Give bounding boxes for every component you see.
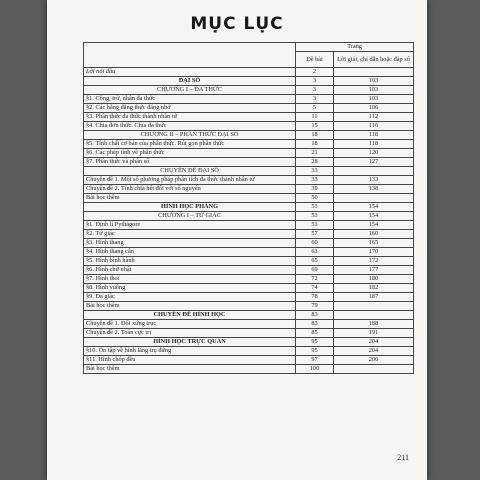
header-blank — [84, 43, 296, 68]
row-problem-page: 83 — [296, 311, 334, 320]
row-title: Lời nói đầu — [84, 68, 296, 77]
table-row — [84, 203, 414, 212]
table-row — [84, 320, 414, 329]
table-row — [84, 158, 414, 167]
row-solution-page: 204 — [334, 338, 414, 347]
row-problem-page: 28 — [296, 158, 334, 167]
table-row — [84, 248, 414, 257]
row-solution-page: 170 — [334, 248, 414, 257]
row-problem-page: 79 — [296, 302, 334, 311]
table-row — [84, 95, 414, 104]
row-problem-page: 60 — [296, 239, 334, 248]
table-row — [84, 338, 414, 347]
row-title: §10. Ôn tập về hình lăng trụ đứng — [84, 347, 296, 356]
row-title: §4. Chia đơn thức. Chia đa thức — [84, 122, 296, 131]
row-title: CHƯƠNG II – PHÂN THỨC ĐẠI SỐ — [84, 131, 296, 140]
row-title: §3. Hình thang — [84, 239, 296, 248]
row-solution-page — [334, 194, 414, 203]
row-solution-page: 172 — [334, 257, 414, 266]
table-row — [84, 311, 414, 320]
row-title: CHUYÊN ĐỀ ĐẠI SỐ — [84, 167, 296, 176]
page-title: MỤC LỤC — [190, 14, 284, 34]
row-solution-page — [334, 68, 414, 77]
row-solution-page: 116 — [334, 122, 414, 131]
table-row — [84, 77, 414, 86]
row-title: Chuyên đề 2. Toán cực trị — [84, 329, 296, 338]
row-title: §4. Hình thang cân — [84, 248, 296, 257]
row-title: HÌNH HỌC TRỰC QUAN — [84, 338, 296, 347]
row-problem-page: 83 — [296, 320, 334, 329]
row-title: CHƯƠNG I – TỨ GIÁC — [84, 212, 296, 221]
row-solution-page: 204 — [334, 347, 414, 356]
row-problem-page: 33 — [296, 176, 334, 185]
table-row — [84, 293, 414, 302]
row-title: Bài học thêm — [84, 302, 296, 311]
header-group: Trang — [296, 43, 414, 52]
table-row — [84, 140, 414, 149]
row-solution-page: 154 — [334, 221, 414, 230]
row-problem-page: 53 — [296, 203, 334, 212]
table-row — [84, 347, 414, 356]
row-solution-page: 106 — [334, 104, 414, 113]
row-title: §2. Các hằng đẳng thức đáng nhớ — [84, 104, 296, 113]
table-row — [84, 113, 414, 122]
row-solution-page — [334, 365, 414, 374]
table-row — [84, 131, 414, 140]
row-title: ĐẠI SỐ — [84, 77, 296, 86]
row-problem-page: 11 — [296, 113, 334, 122]
row-problem-page: 2 — [296, 68, 334, 77]
row-problem-page: 21 — [296, 149, 334, 158]
row-title: Chuyên đề 1. Một số phương pháp phân tích đa thức thành nhân tử — [84, 176, 296, 185]
page-number: 211 — [397, 453, 409, 462]
row-problem-page: 100 — [296, 365, 334, 374]
row-solution-page: 187 — [334, 293, 414, 302]
book-page — [47, 0, 427, 480]
row-problem-page: 50 — [296, 194, 334, 203]
row-solution-page: 112 — [334, 113, 414, 122]
table-row — [84, 122, 414, 131]
row-title: §6. Hình chữ nhật — [84, 266, 296, 275]
row-title: Bài học thêm — [84, 365, 296, 374]
row-problem-page: 3 — [296, 95, 334, 104]
row-solution-page: 160 — [334, 230, 414, 239]
row-title: §8. Hình vuông — [84, 284, 296, 293]
row-problem-page: 3 — [296, 77, 334, 86]
row-problem-page: 85 — [296, 329, 334, 338]
table-row — [84, 230, 414, 239]
row-solution-page: 182 — [334, 284, 414, 293]
row-title: §6. Các phép tính về phân thức — [84, 149, 296, 158]
row-problem-page: 57 — [296, 230, 334, 239]
row-solution-page — [334, 311, 414, 320]
row-solution-page: 191 — [334, 329, 414, 338]
table-row — [84, 356, 414, 365]
row-title: §2. Tứ giác — [84, 230, 296, 239]
row-title: §7. Phân thức và phân số — [84, 158, 296, 167]
row-problem-page: 39 — [296, 185, 334, 194]
row-problem-page: 3 — [296, 86, 334, 95]
table-row — [84, 284, 414, 293]
table-row — [84, 194, 414, 203]
row-solution-page: 138 — [334, 185, 414, 194]
row-problem-page: 33 — [296, 167, 334, 176]
table-row — [84, 221, 414, 230]
table-row — [84, 266, 414, 275]
row-solution-page: 133 — [334, 176, 414, 185]
row-solution-page: 177 — [334, 266, 414, 275]
table-row — [84, 167, 414, 176]
row-title: §11. Hình chóp đều — [84, 356, 296, 365]
row-title: CHUYÊN ĐỀ HÌNH HỌC — [84, 311, 296, 320]
row-problem-page: 95 — [296, 338, 334, 347]
row-title: Bài học thêm — [84, 194, 296, 203]
row-title: Chuyên đề 1. Đối xứng trục — [84, 320, 296, 329]
row-solution-page: 120 — [334, 149, 414, 158]
table-row — [84, 185, 414, 194]
row-solution-page — [334, 167, 414, 176]
row-solution-page: 103 — [334, 86, 414, 95]
header-problems: Đề bài — [296, 52, 334, 68]
row-solution-page: 127 — [334, 158, 414, 167]
row-solution-page: 154 — [334, 212, 414, 221]
row-problem-page: 74 — [296, 284, 334, 293]
row-problem-page: 72 — [296, 275, 334, 284]
table-row — [84, 86, 414, 95]
row-title: §7. Hình thoi — [84, 275, 296, 284]
table-row — [84, 257, 414, 266]
row-solution-page — [334, 302, 414, 311]
row-title: §3. Phân thức đa thức thành nhân tử — [84, 113, 296, 122]
row-solution-page: 165 — [334, 239, 414, 248]
table-row — [84, 104, 414, 113]
table-of-contents — [83, 42, 414, 374]
table-row — [84, 275, 414, 284]
table-row — [84, 239, 414, 248]
row-solution-page: 103 — [334, 77, 414, 86]
table-row — [84, 68, 414, 77]
row-problem-page: 69 — [296, 266, 334, 275]
row-title: CHƯƠNG I – ĐA THỨC — [84, 86, 296, 95]
row-title: Chuyên đề 2. Tính chia hết đối với số nguyên — [84, 185, 296, 194]
row-problem-page: 15 — [296, 122, 334, 131]
row-solution-page: 118 — [334, 140, 414, 149]
row-problem-page: 63 — [296, 248, 334, 257]
row-title: HÌNH HỌC PHẲNG — [84, 203, 296, 212]
row-problem-page: 78 — [296, 293, 334, 302]
table-row — [84, 302, 414, 311]
row-title: §9. Đa giác — [84, 293, 296, 302]
row-title: §1. Cộng, trừ, nhân đa thức — [84, 95, 296, 104]
row-solution-page: 188 — [334, 320, 414, 329]
row-solution-page: 206 — [334, 356, 414, 365]
table-row — [84, 365, 414, 374]
row-solution-page: 154 — [334, 203, 414, 212]
header-solutions: Lời giải, chỉ dẫn hoặc đáp số — [334, 52, 414, 68]
row-problem-page: 95 — [296, 347, 334, 356]
row-title: §5. Tính chất cơ bản của phân thức. Rút gọn phân thức — [84, 140, 296, 149]
row-problem-page: 53 — [296, 221, 334, 230]
row-problem-page: 97 — [296, 356, 334, 365]
row-solution-page: 118 — [334, 131, 414, 140]
table-row — [84, 212, 414, 221]
table-row — [84, 176, 414, 185]
row-problem-page: 5 — [296, 104, 334, 113]
row-problem-page: 18 — [296, 131, 334, 140]
row-solution-page: 103 — [334, 95, 414, 104]
row-problem-page: 53 — [296, 212, 334, 221]
table-row — [84, 149, 414, 158]
row-title: §5. Hình bình hành — [84, 257, 296, 266]
row-title: §1. Định lí Pythagore — [84, 221, 296, 230]
row-problem-page: 18 — [296, 140, 334, 149]
row-solution-page: 180 — [334, 275, 414, 284]
table-row — [84, 329, 414, 338]
row-problem-page: 65 — [296, 257, 334, 266]
